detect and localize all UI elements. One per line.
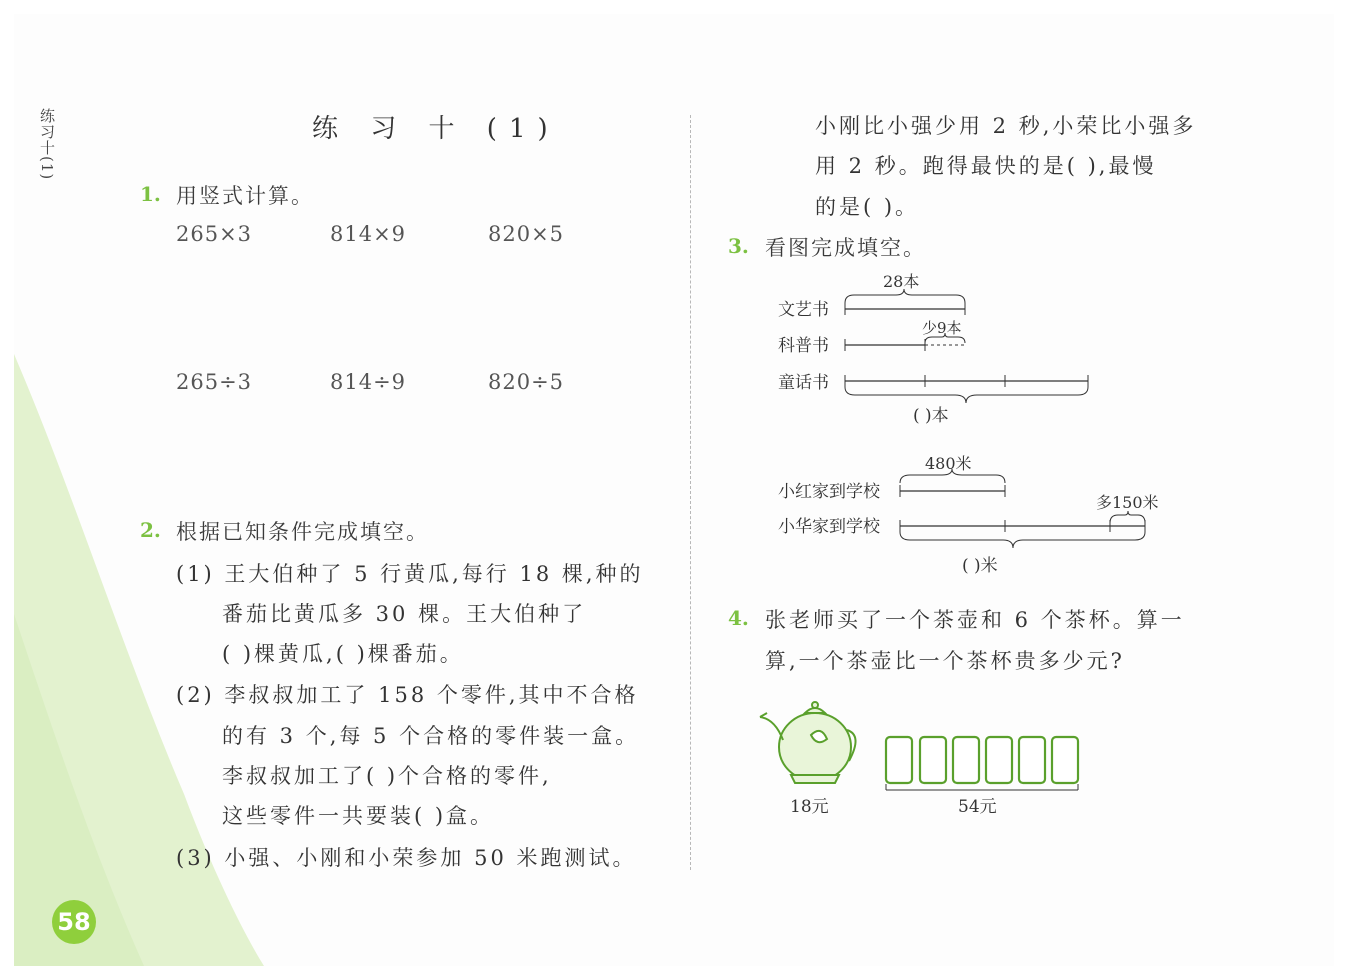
q1-text: 用竖式计算。 bbox=[176, 184, 314, 208]
column-divider bbox=[690, 115, 691, 870]
teapot-icon bbox=[760, 702, 856, 783]
answer-blank-meters: ( )米 bbox=[962, 556, 998, 576]
q2-cont-line: 用 2 秒。跑得最快的是( ),最慢 bbox=[815, 154, 1157, 178]
teapot-cups-illustration bbox=[755, 695, 1095, 830]
brace-top bbox=[845, 289, 965, 303]
label-science: 科普书 bbox=[778, 336, 829, 356]
q2-cont-line: 的是( )。 bbox=[815, 195, 920, 219]
calc-item: 820×5 bbox=[488, 222, 565, 246]
q2-number: 2. bbox=[140, 518, 161, 542]
calc-item: 820÷5 bbox=[488, 370, 565, 394]
label-28-books: 28本 bbox=[883, 272, 920, 291]
side-chapter-label: 练习十(1) bbox=[38, 108, 56, 181]
teapot-price: 18元 bbox=[790, 797, 829, 817]
q4-line: 张老师买了一个茶壶和 6 个茶杯。算一 bbox=[765, 608, 1185, 632]
page-number-badge: 58 bbox=[52, 900, 96, 944]
q2-p1-line: 番茄比黄瓜多 30 棵。王大伯种了 bbox=[222, 602, 587, 626]
label-fairy-tale: 童话书 bbox=[778, 373, 829, 393]
label-literature: 文艺书 bbox=[778, 300, 829, 320]
q2-p1-line: ( )棵黄瓜,( )棵番茄。 bbox=[222, 642, 464, 666]
label-xiaohong: 小红家到学校 bbox=[778, 482, 880, 502]
q3-number: 3. bbox=[728, 234, 749, 258]
q2-p2-line: 这些零件一共要装( )盒。 bbox=[222, 804, 495, 828]
calc-item: 265÷3 bbox=[176, 370, 253, 394]
q3-text: 看图完成填空。 bbox=[765, 236, 926, 260]
q2-p2-line: 的有 3 个,每 5 个合格的零件装一盒。 bbox=[222, 724, 640, 748]
q2-p3-line: (3) 小强、小刚和小荣参加 50 米跑测试。 bbox=[176, 846, 637, 870]
q2-cont-line: 小刚比小强少用 2 秒,小荣比小强多 bbox=[815, 114, 1197, 138]
q2-p1-line: (1) 王大伯种了 5 行黄瓜,每行 18 棵,种的 bbox=[176, 562, 644, 586]
cup-icon bbox=[886, 737, 1078, 783]
q4-line: 算,一个茶壶比一个茶杯贵多少元? bbox=[765, 649, 1125, 673]
q2-p2-line: (2) 李叔叔加工了 158 个零件,其中不合格 bbox=[176, 683, 639, 707]
calc-item: 814÷9 bbox=[330, 370, 407, 394]
q3-segment-diagrams bbox=[770, 265, 1190, 585]
calc-item: 265×3 bbox=[176, 222, 253, 246]
cups-price: 54元 bbox=[958, 797, 997, 817]
calc-item: 814×9 bbox=[330, 222, 407, 246]
label-xiaohua: 小华家到学校 bbox=[778, 517, 880, 537]
q2-text: 根据已知条件完成填空。 bbox=[176, 520, 429, 544]
page-title: 练 习 十 (1) bbox=[312, 114, 560, 144]
q1-number: 1. bbox=[140, 182, 161, 206]
q4-number: 4. bbox=[728, 606, 749, 630]
q2-p2-line: 李叔叔加工了( )个合格的零件, bbox=[222, 764, 552, 788]
label-more-150: 多150米 bbox=[1096, 493, 1159, 512]
answer-blank-books: ( )本 bbox=[913, 406, 949, 426]
label-480m: 480米 bbox=[925, 454, 972, 473]
label-less-9: 少9本 bbox=[922, 319, 962, 337]
